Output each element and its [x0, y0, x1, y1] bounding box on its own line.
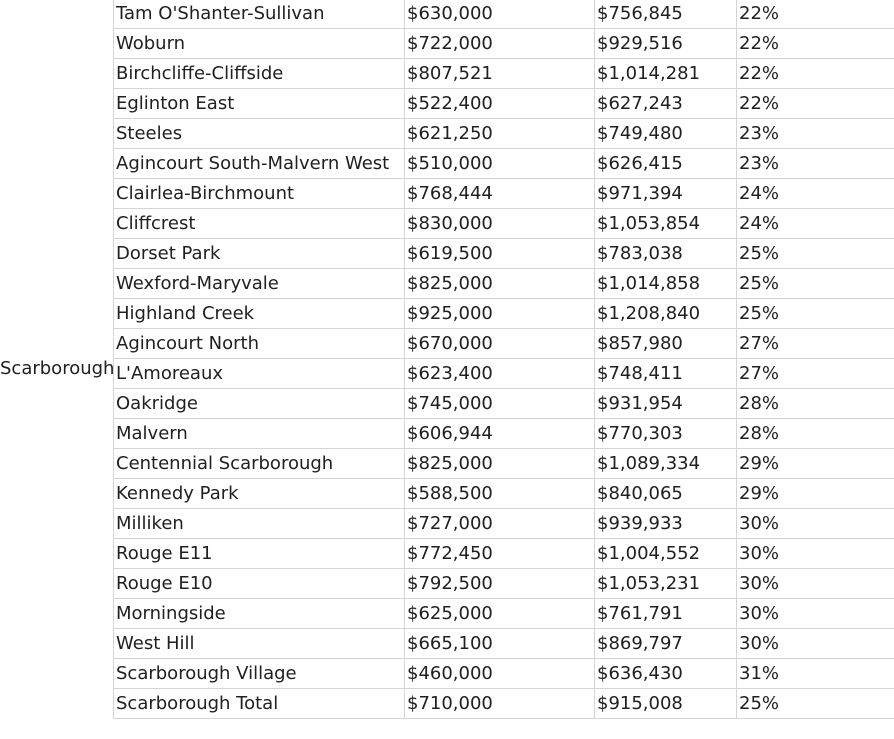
neighbourhood-cell[interactable]: Cliffcrest	[114, 208, 405, 238]
price-cell-2[interactable]: $749,480	[595, 118, 737, 148]
percent-change-cell[interactable]: 25%	[737, 298, 894, 328]
table-row	[114, 478, 894, 508]
table-row	[114, 208, 894, 238]
table-row	[114, 568, 894, 598]
neighbourhood-cell[interactable]: L'Amoreaux	[114, 358, 405, 388]
price-cell-1[interactable]: $665,100	[405, 628, 595, 658]
neighbourhood-cell[interactable]: Agincourt North	[114, 328, 405, 358]
region-label: Scarborough	[0, 358, 115, 379]
price-cell-1[interactable]: $522,400	[405, 88, 595, 118]
percent-change-cell[interactable]: 22%	[737, 28, 894, 58]
price-cell-2[interactable]: $929,516	[595, 28, 737, 58]
percent-change-cell[interactable]: 29%	[737, 478, 894, 508]
table-row	[114, 448, 894, 478]
neighbourhood-cell[interactable]: Eglinton East	[114, 88, 405, 118]
table-row	[114, 28, 894, 58]
table-row	[114, 418, 894, 448]
price-cell-2[interactable]: $1,053,231	[595, 568, 737, 598]
price-cell-2[interactable]: $915,008	[595, 688, 737, 718]
neighbourhood-cell[interactable]: Oakridge	[114, 388, 405, 418]
neighbourhood-price-table	[113, 0, 894, 719]
table-row	[114, 658, 894, 688]
percent-change-cell[interactable]: 24%	[737, 208, 894, 238]
percent-change-cell[interactable]: 31%	[737, 658, 894, 688]
neighbourhood-cell[interactable]: Morningside	[114, 598, 405, 628]
price-cell-1[interactable]: $768,444	[405, 178, 595, 208]
price-cell-2[interactable]: $857,980	[595, 328, 737, 358]
price-cell-1[interactable]: $621,250	[405, 118, 595, 148]
percent-change-cell[interactable]: 22%	[737, 88, 894, 118]
price-cell-1[interactable]: $670,000	[405, 328, 595, 358]
neighbourhood-cell[interactable]: Clairlea-Birchmount	[114, 178, 405, 208]
neighbourhood-cell[interactable]: Kennedy Park	[114, 478, 405, 508]
table-row	[114, 388, 894, 418]
percent-change-cell[interactable]: 27%	[737, 328, 894, 358]
price-cell-2[interactable]: $1,014,281	[595, 58, 737, 88]
price-cell-2[interactable]: $1,004,552	[595, 538, 737, 568]
percent-change-cell[interactable]: 25%	[737, 268, 894, 298]
price-cell-2[interactable]: $869,797	[595, 628, 737, 658]
price-cell-2[interactable]: $1,053,854	[595, 208, 737, 238]
neighbourhood-cell[interactable]: Scarborough Village	[114, 658, 405, 688]
price-cell-1[interactable]: $807,521	[405, 58, 595, 88]
table-row	[114, 598, 894, 628]
neighbourhood-cell[interactable]: Agincourt South-Malvern West	[114, 148, 405, 178]
price-cell-2[interactable]: $748,411	[595, 358, 737, 388]
neighbourhood-cell[interactable]: Birchcliffe-Cliffside	[114, 58, 405, 88]
percent-change-cell[interactable]: 30%	[737, 568, 894, 598]
price-cell-1[interactable]: $727,000	[405, 508, 595, 538]
neighbourhood-cell[interactable]: Scarborough Total	[114, 688, 405, 718]
percent-change-cell[interactable]: 25%	[737, 238, 894, 268]
table-row	[114, 688, 894, 718]
price-cell-1[interactable]: $606,944	[405, 418, 595, 448]
price-cell-1[interactable]: $623,400	[405, 358, 595, 388]
price-cell-1[interactable]: $588,500	[405, 478, 595, 508]
neighbourhood-cell[interactable]: Dorset Park	[114, 238, 405, 268]
percent-change-cell[interactable]: 22%	[737, 58, 894, 88]
percent-change-cell[interactable]: 30%	[737, 508, 894, 538]
neighbourhood-cell[interactable]: Wexford-Maryvale	[114, 268, 405, 298]
price-cell-1[interactable]: $925,000	[405, 298, 595, 328]
percent-change-cell[interactable]: 28%	[737, 388, 894, 418]
table-row	[114, 178, 894, 208]
price-cell-2[interactable]: $770,303	[595, 418, 737, 448]
price-cell-2[interactable]: $1,014,858	[595, 268, 737, 298]
percent-change-cell[interactable]: 24%	[737, 178, 894, 208]
percent-change-cell[interactable]: 22%	[737, 0, 894, 28]
neighbourhood-cell[interactable]: Centennial Scarborough	[114, 448, 405, 478]
percent-change-cell[interactable]: 23%	[737, 118, 894, 148]
neighbourhood-cell[interactable]: Steeles	[114, 118, 405, 148]
table-body	[114, 0, 894, 718]
price-cell-1[interactable]: $710,000	[405, 688, 595, 718]
price-cell-1[interactable]: $510,000	[405, 148, 595, 178]
percent-change-cell[interactable]: 25%	[737, 688, 894, 718]
price-cell-2[interactable]: $971,394	[595, 178, 737, 208]
price-cell-2[interactable]: $626,415	[595, 148, 737, 178]
price-cell-2[interactable]: $840,065	[595, 478, 737, 508]
neighbourhood-cell[interactable]: Milliken	[114, 508, 405, 538]
table-row	[114, 628, 894, 658]
price-cell-2[interactable]: $939,933	[595, 508, 737, 538]
table-row	[114, 118, 894, 148]
table-row	[114, 508, 894, 538]
price-cell-1[interactable]: $792,500	[405, 568, 595, 598]
table-row	[114, 88, 894, 118]
neighbourhood-cell[interactable]: Woburn	[114, 28, 405, 58]
price-cell-2[interactable]: $931,954	[595, 388, 737, 418]
price-cell-1[interactable]: $619,500	[405, 238, 595, 268]
price-cell-2[interactable]: $756,845	[595, 0, 737, 28]
table-row	[114, 538, 894, 568]
neighbourhood-cell[interactable]: Rouge E10	[114, 568, 405, 598]
price-cell-2[interactable]: $1,208,840	[595, 298, 737, 328]
percent-change-cell[interactable]: 30%	[737, 598, 894, 628]
price-cell-2[interactable]: $636,430	[595, 658, 737, 688]
price-cell-2[interactable]: $783,038	[595, 238, 737, 268]
price-cell-2[interactable]: $627,243	[595, 88, 737, 118]
price-cell-1[interactable]: $772,450	[405, 538, 595, 568]
percent-change-cell[interactable]: 23%	[737, 148, 894, 178]
table-row	[114, 148, 894, 178]
price-cell-1[interactable]: $630,000	[405, 0, 595, 28]
price-cell-1[interactable]: $722,000	[405, 28, 595, 58]
table-row	[114, 328, 894, 358]
percent-change-cell[interactable]: 27%	[737, 358, 894, 388]
percent-change-cell[interactable]: 30%	[737, 538, 894, 568]
table-row	[114, 238, 894, 268]
neighbourhood-cell[interactable]: Malvern	[114, 418, 405, 448]
neighbourhood-cell[interactable]: Tam O'Shanter-Sullivan	[114, 0, 405, 28]
table-row	[114, 58, 894, 88]
table-row	[114, 0, 894, 28]
price-cell-2[interactable]: $761,791	[595, 598, 737, 628]
percent-change-cell[interactable]: 28%	[737, 418, 894, 448]
price-cell-1[interactable]: $825,000	[405, 448, 595, 478]
neighbourhood-cell[interactable]: Rouge E11	[114, 538, 405, 568]
table-row	[114, 358, 894, 388]
price-cell-1[interactable]: $625,000	[405, 598, 595, 628]
table-row	[114, 298, 894, 328]
price-cell-1[interactable]: $460,000	[405, 658, 595, 688]
neighbourhood-cell[interactable]: West Hill	[114, 628, 405, 658]
percent-change-cell[interactable]: 29%	[737, 448, 894, 478]
price-cell-1[interactable]: $830,000	[405, 208, 595, 238]
price-cell-1[interactable]: $745,000	[405, 388, 595, 418]
price-cell-1[interactable]: $825,000	[405, 268, 595, 298]
price-cell-2[interactable]: $1,089,334	[595, 448, 737, 478]
table-row	[114, 268, 894, 298]
percent-change-cell[interactable]: 30%	[737, 628, 894, 658]
neighbourhood-cell[interactable]: Highland Creek	[114, 298, 405, 328]
